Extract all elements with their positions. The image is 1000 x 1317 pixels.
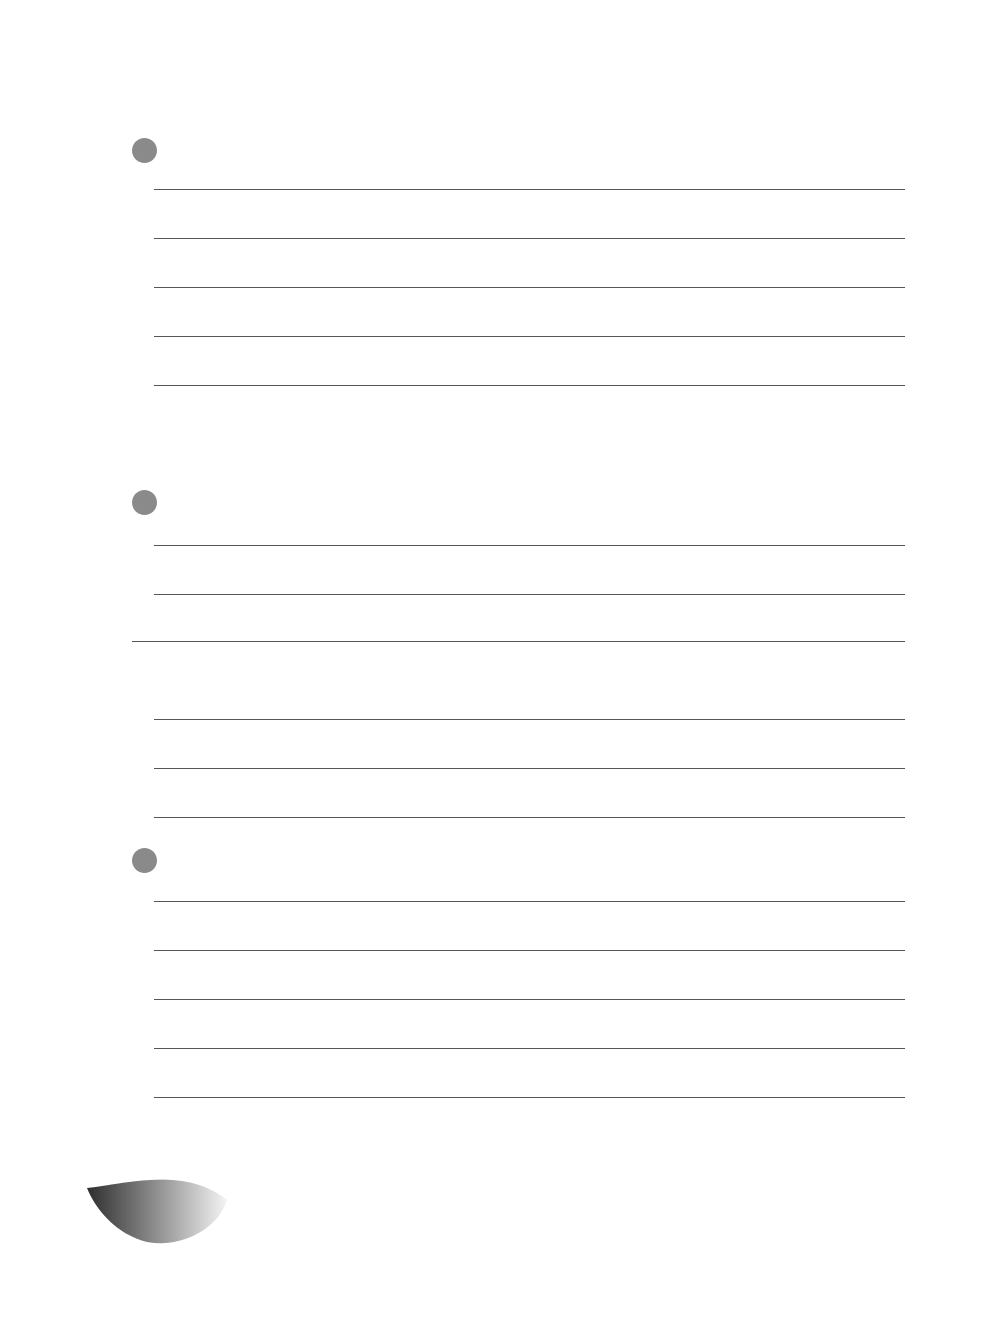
answer-line[interactable] <box>154 767 905 769</box>
answer-line[interactable] <box>154 718 905 720</box>
bottom-leaf-border <box>0 1168 1000 1258</box>
word-row-3 <box>132 248 905 297</box>
answer-line[interactable] <box>154 237 905 239</box>
page-number-leaf-icon <box>85 1174 235 1254</box>
word-row-3 <box>132 960 905 1009</box>
answer-line[interactable] <box>154 1047 905 1049</box>
definition-row-3 <box>132 642 905 729</box>
definition-row-2 <box>132 555 905 604</box>
bullet-icon <box>132 490 157 515</box>
bullet-icon <box>132 848 157 873</box>
bullet-icon <box>132 138 157 163</box>
answer-line[interactable] <box>154 544 905 546</box>
word-row-1 <box>132 862 905 911</box>
answer-line[interactable] <box>154 335 905 337</box>
word-row-2 <box>132 199 905 248</box>
definition-row-4 <box>132 729 905 778</box>
word-row-5 <box>132 346 905 395</box>
answer-line[interactable] <box>154 1096 905 1098</box>
answer-line[interactable] <box>154 384 905 386</box>
answer-line[interactable] <box>154 949 905 951</box>
task-3 <box>132 842 905 1107</box>
word-row-1 <box>132 150 905 199</box>
definition-row-5 <box>132 778 905 827</box>
definition-row-1 <box>132 506 905 555</box>
task-1 <box>132 132 905 395</box>
top-leaf-border <box>0 72 1000 116</box>
word-row-5 <box>132 1058 905 1107</box>
word-row-4 <box>132 297 905 346</box>
task-2 <box>132 484 905 827</box>
answer-line[interactable] <box>154 998 905 1000</box>
answer-line[interactable] <box>154 900 905 902</box>
answer-line[interactable] <box>154 816 905 818</box>
word-row-4 <box>132 1009 905 1058</box>
word-row-2 <box>132 911 905 960</box>
answer-line[interactable] <box>154 593 905 595</box>
answer-line[interactable] <box>154 188 905 190</box>
answer-line[interactable] <box>154 286 905 288</box>
